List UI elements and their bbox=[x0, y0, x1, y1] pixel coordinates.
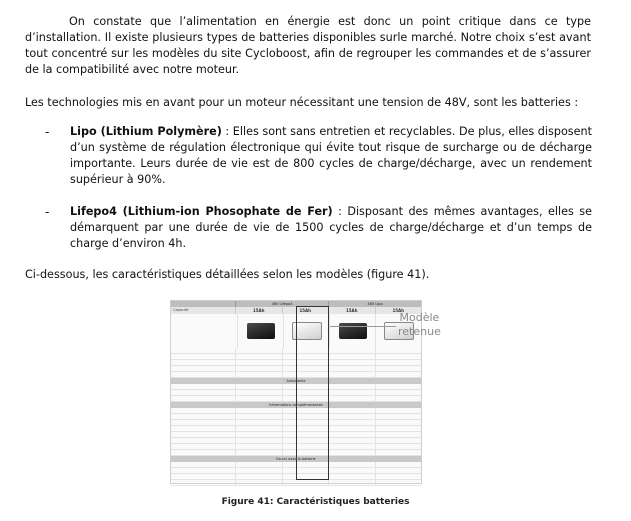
capacity-cell: 15Ah bbox=[328, 307, 375, 314]
section-infos: Informations complémentaires bbox=[171, 402, 421, 408]
group-lifepo4: 48V Lifepo4 bbox=[235, 301, 328, 307]
bullet-dash: - bbox=[45, 205, 50, 219]
bullet-term: Lipo (Lithium Polymère) bbox=[70, 125, 222, 138]
capacity-label: Capacité bbox=[173, 308, 189, 312]
bullet-text: : Elles sont sans entretien et recyclables. De plus, elles disposent d’un système de régulation électronique qui évite tout risque de surcharge ou de décharge importante. Leurs durée de vie est de 800 cycles de charge/décharge, avec un rendement supérieur à 90%. bbox=[70, 125, 592, 186]
capacity-cell: 15Ah bbox=[282, 307, 329, 314]
annotation-line2: retenue bbox=[398, 325, 441, 338]
bullet-term: Lifepo4 (Lithium-ion Phosophate de Fer) bbox=[70, 205, 333, 218]
battery-image bbox=[247, 323, 275, 339]
bullet-text: : Disposant des mêmes avantages, elles se démarquent par une durée de vie de 1500 cycles de charge/décharge et d’un temps de charge d’environ 4h. bbox=[70, 205, 592, 250]
table-row bbox=[171, 480, 421, 486]
annotation-leader-line bbox=[330, 326, 396, 327]
battery-comparison-figure bbox=[170, 300, 422, 484]
bullet-lifepo4 bbox=[70, 204, 592, 252]
intro-paragraph: On constate que l’alimentation en énergie est donc un point critique dans ce type d’installation. Il existe plusieurs types de batteries disponibles surle marché. Notre choix s’est avant tout concentré sur les modèles du site Cycloboost, afin de regrouper les commandes et de s’assurer de la compatibilité avec notre moteur. bbox=[25, 15, 591, 76]
technologies-paragraph: Les technologies mis en avant pour un moteur nécessitant une tension de 48V, sont les batteries : bbox=[25, 96, 579, 109]
selected-model-annotation bbox=[398, 311, 441, 339]
group-lipo: 48V Lipo bbox=[328, 301, 421, 307]
figure-caption: Figure 41: Caractéristiques batteries bbox=[221, 497, 410, 507]
selected-model-highlight bbox=[296, 306, 329, 480]
capacity-cell: 15Ah bbox=[375, 307, 422, 314]
annotation-line1: Modèle bbox=[399, 311, 440, 324]
bullet-dash: - bbox=[45, 125, 50, 139]
capacity-cell: 15Ah bbox=[235, 307, 282, 314]
bullet-lipo bbox=[70, 124, 592, 188]
figure-intro-paragraph: Ci-dessous, les caractéristiques détaillées selon les modèles (figure 41). bbox=[25, 268, 430, 281]
section-fourni: Fourni avec la batterie bbox=[171, 456, 421, 462]
section-autonomie: Autonomie bbox=[171, 378, 421, 384]
